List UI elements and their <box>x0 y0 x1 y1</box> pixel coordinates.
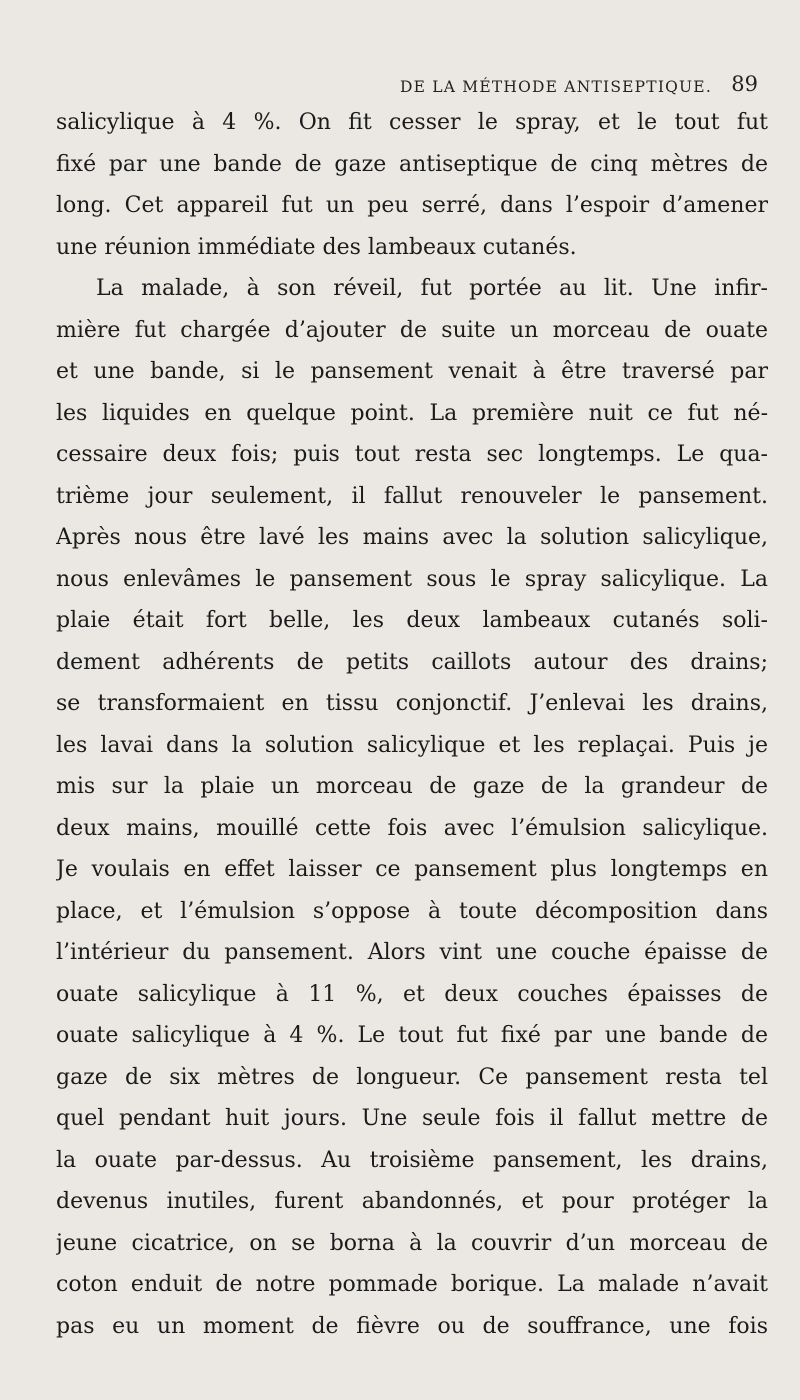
text-line: nous enlevâmes le pansement sous le spray salicylique. La <box>56 566 768 592</box>
text-line: dement adhérents de petits caillots autour des drains; <box>56 649 768 675</box>
text-line: la ouate par-dessus. Au troisième pansement, les drains, <box>56 1147 768 1173</box>
text-line: deux mains, mouillé cette fois avec l’émulsion salicylique. <box>56 815 768 841</box>
text-line: coton enduit de notre pommade borique. La malade n’avait <box>56 1272 768 1297</box>
text-line: mis sur la plaie un morceau de gaze de la grandeur de <box>56 774 768 799</box>
text-line: trième jour seulement, il fallut renouveler le pansement. <box>56 483 768 509</box>
text-line: se transformaient en tissu conjonctif. J’enlevai les drains, <box>56 691 768 716</box>
text-line: les lavai dans la solution salicylique et les replaçai. Puis je <box>56 732 768 758</box>
text-line: ouate salicylique à 11 %, et deux couches épaisses de <box>56 981 768 1007</box>
text-line: devenus inutiles, furent abandonnés, et pour protéger la <box>56 1189 768 1214</box>
text-line: les liquides en quelque point. La première nuit ce fut né- <box>56 400 768 426</box>
text-line: cessaire deux fois; puis tout resta sec longtemps. Le qua- <box>56 442 768 467</box>
text-line: plaie était fort belle, les deux lambeaux cutanés soli- <box>56 608 768 633</box>
text-line: Après nous être lavé les mains avec la solution salicylique, <box>56 525 768 550</box>
text-line: et une bande, si le pansement venait à être traversé par <box>56 359 768 384</box>
text-line: Je voulais en effet laisser ce pansement plus longtemps en <box>56 857 768 882</box>
text-line: long. Cet appareil fut un peu serré, dans l’espoir d’amener <box>56 193 768 218</box>
text-line: jeune cicatrice, on se borna à la couvrir d’un morceau de <box>56 1230 768 1256</box>
body-text <box>56 102 768 1347</box>
running-head: DE LA MÉTHODE ANTISEPTIQUE. <box>400 78 712 96</box>
text-line: pas eu un moment de fièvre ou de souffrance, une fois <box>56 1313 768 1339</box>
text-line: salicylique à 4 %. On fit cesser le spray, et le tout fut <box>56 110 768 135</box>
text-line: une réunion immédiate des lambeaux cutanés. <box>56 234 577 260</box>
text-line: gaze de six mètres de longueur. Ce pansement resta tel <box>56 1064 768 1090</box>
text-line: La malade, à son réveil, fut portée au lit. Une infir- <box>96 276 768 301</box>
text-line: quel pendant huit jours. Une seule fois il fallut mettre de <box>56 1106 768 1131</box>
text-line: ouate salicylique à 4 %. Le tout fut fixé par une bande de <box>56 1023 768 1048</box>
text-line: place, et l’émulsion s’oppose à toute décomposition dans <box>56 898 768 924</box>
text-line: l’intérieur du pansement. Alors vint une couche épaisse de <box>56 940 768 965</box>
text-line: mière fut chargée d’ajouter de suite un morceau de ouate <box>56 317 768 343</box>
text-line: fixé par une bande de gaze antiseptique de cinq mètres de <box>56 151 768 177</box>
page-number: 89 <box>731 72 758 96</box>
